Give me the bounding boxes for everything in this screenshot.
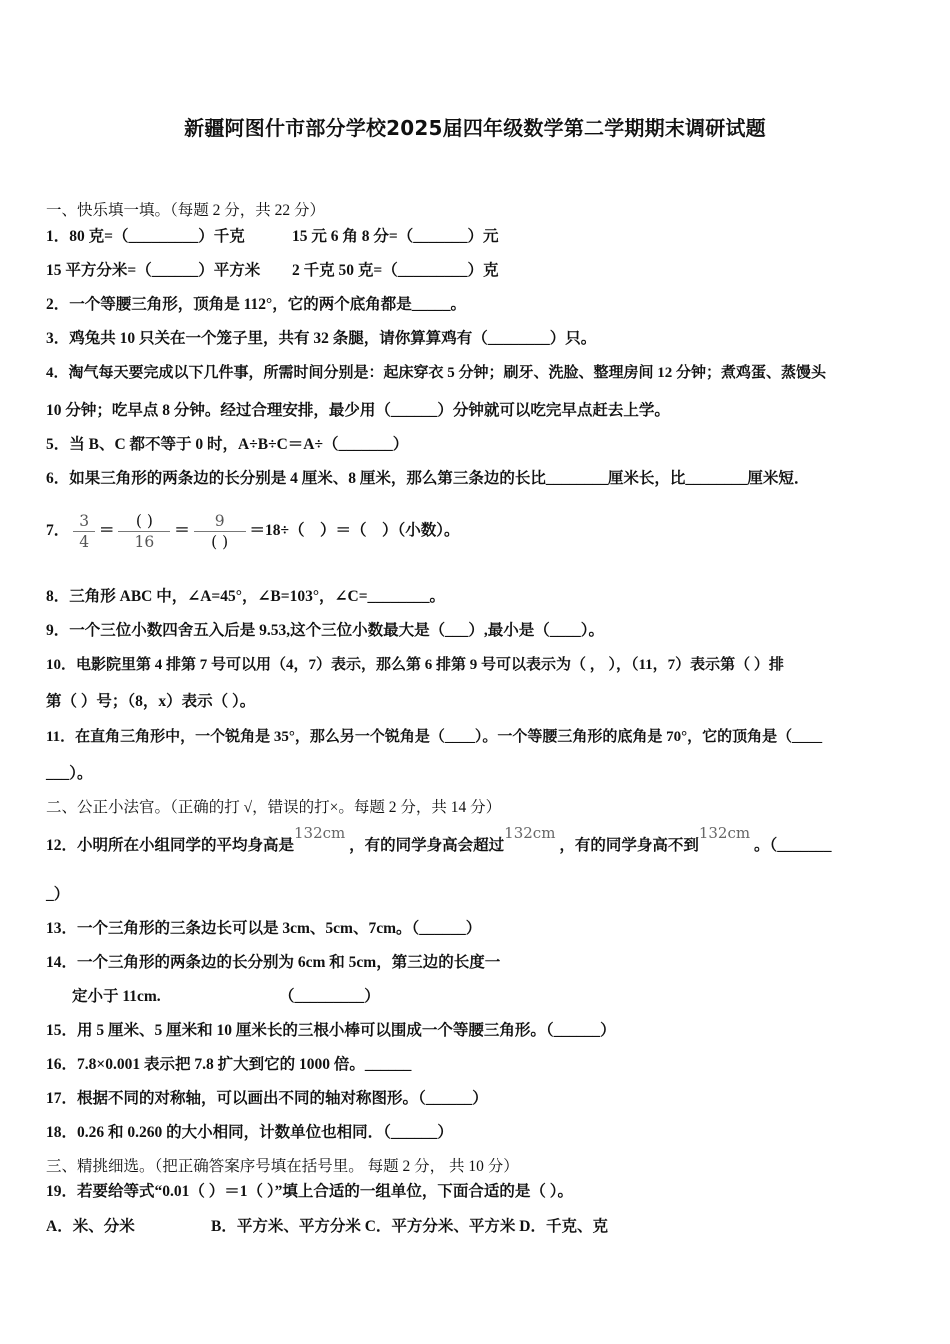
question-1b: [46, 261, 910, 281]
question-17: 17．根据不同的对称轴，可以画出不同的轴对称图形。（______）: [46, 1090, 488, 1107]
question-14-line1: 14．一个三角形的两条边的长分别为 6cm 和 5cm，第三边的长度一: [46, 954, 501, 971]
question-13: 13．一个三角形的三条边长可以是 3cm、5cm、7cm。（______）: [46, 920, 482, 937]
question-12-part2: ，有的同学身高会超过: [349, 837, 505, 854]
question-8: 8．三角形 ABC 中，∠A=45°，∠B=103°，∠C=________。: [46, 588, 446, 605]
fraction-blank-16-numerator: ( ): [118, 511, 170, 532]
question-1a: [46, 227, 910, 247]
question-9: 9．一个三位小数四舍五入后是 9.53,这个三位小数最大是（___）,最小是（____）。: [46, 622, 605, 639]
fraction-9-blank: [194, 511, 246, 552]
question-12-part1: 12．小明所在小组同学的平均身高是: [46, 837, 295, 854]
fraction-3-4: [73, 511, 95, 552]
fraction-blank-16: [118, 511, 170, 552]
fraction-3-4-numerator: 3: [73, 511, 95, 532]
question-15: 15．用 5 厘米、5 厘米和 10 厘米长的三根小棒可以围成一个等腰三角形。（______）: [46, 1022, 616, 1039]
question-4-line2: 10 分钟；吃早点 8 分钟。经过合理安排，最少用（______）分钟就可以吃完早点赶去上学。: [46, 402, 670, 419]
question-14-blank: （_________）: [279, 988, 380, 1005]
question-14-text: 定小于 11cm.: [72, 988, 161, 1005]
fraction-9-blank-denominator: ( ): [211, 532, 229, 551]
question-3: 3．鸡兔共 10 只关在一个笼子里，共有 32 条腿，请你算算鸡有（________）只。: [46, 330, 597, 347]
question-12-line2: _）: [46, 886, 70, 903]
equals-sign-1: ＝: [99, 522, 115, 539]
fraction-blank-16-denominator: 16: [134, 532, 155, 551]
question-5: 5．当 B、C 都不等于 0 时，A÷B÷C＝A÷（_______）: [46, 436, 409, 453]
question-1a-part1: 1．80 克=（_________）千克: [46, 228, 245, 245]
height-132cm-1: 132cm: [294, 824, 346, 842]
section-1-heading: 一、快乐填一填。（每题 2 分，共 22 分）: [46, 202, 326, 219]
question-10-line1: 10．电影院里第 4 排第 7 号可以用（4，7）表示，那么第 6 排第 9 号可以表示为（ ， ），（11，7）表示第（ ）排: [46, 657, 784, 673]
question-12-part4: 。（_______: [753, 837, 832, 854]
question-16: 16．7.8×0.001 表示把 7.8 扩大到它的 1000 倍。______: [46, 1056, 412, 1073]
options-b-c-d: B．平方米、平方分米 C．平方分米、平方米 D．千克、克: [211, 1218, 608, 1235]
question-11-line2: ___）。: [46, 765, 93, 782]
question-10-line2: 第（ ）号；（8，x）表示（ ）。: [46, 693, 256, 710]
question-12: [46, 824, 910, 856]
question-1b-part1: 15 平方分米=（______）平方米: [46, 262, 261, 279]
height-132cm-2: 132cm: [504, 824, 556, 842]
question-18: 18．0.26 和 0.260 的大小相同，计数单位也相同．（______）: [46, 1124, 453, 1141]
question-6: 6．如果三角形的两条边的长分别是 4 厘米、8 厘米，那么第三条边的长比________厘米长，比________厘米短．: [46, 470, 810, 487]
section-2-heading: 二、公正小法官。（正确的打 √，错误的打×。每题 2 分，共 14 分）: [46, 799, 502, 816]
question-19-options: [46, 1217, 910, 1237]
question-4-line1: 4．淘气每天要完成以下几件事，所需时间分别是：起床穿衣 5 分钟；刷牙、洗脸、整理房间 12 分钟；煮鸡蛋、蒸馒头: [46, 365, 827, 381]
height-132cm-3: 132cm: [698, 824, 751, 842]
equals-sign-2: ＝: [174, 522, 190, 539]
question-1b-part2: 2 千克 50 克=（_________）克: [292, 262, 499, 279]
question-7-tail: ＝18÷（ ）＝（ ）（小数）。: [249, 522, 460, 539]
page-title: 新疆阿图什市部分学校2025届四年级数学第二学期期末调研试题: [184, 116, 766, 140]
question-7-label: 7．: [46, 522, 70, 539]
question-12-part3: ，有的同学身高不到: [559, 837, 699, 854]
fraction-3-4-denominator: 4: [79, 532, 90, 551]
question-11-line1: 11．在直角三角形中，一个锐角是 35°，那么另一个锐角是（____）。一个等腰三角形的底角是 70°，它的顶角是（____: [46, 729, 823, 745]
question-1a-part2: 15 元 6 角 8 分=（_______）元: [292, 228, 499, 245]
section-3-heading: 三、精挑细选。（把正确答案序号填在括号里。 每题 2 分， 共 10 分）: [46, 1158, 519, 1175]
fraction-9-blank-numerator: 9: [194, 511, 246, 532]
question-7: [46, 506, 910, 556]
option-a: A．米、分米: [46, 1218, 135, 1235]
question-19: 19．若要给等式“0.01（ ）＝1（ ）”填上合适的一组单位，下面合适的是（ ）。: [46, 1183, 574, 1200]
question-2: 2．一个等腰三角形，顶角是 112°，它的两个底角都是_____。: [46, 296, 466, 313]
